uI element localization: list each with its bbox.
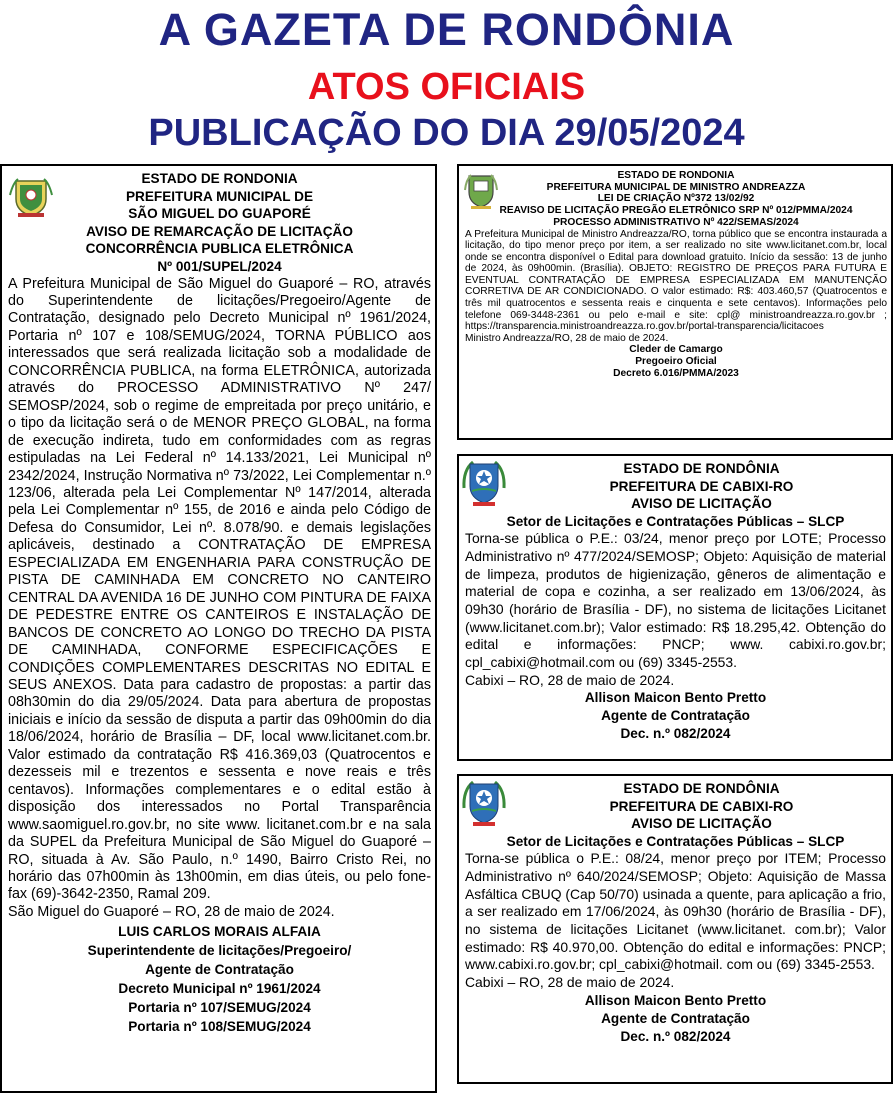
notice-place-date: Cabixi – RO, 28 de maio de 2024. [465, 671, 675, 688]
heading-line: PREFEITURA DE CABIXI-RO [609, 798, 794, 814]
heading-line: AVISO DE LICITAÇÃO [631, 496, 772, 512]
heading-line: ESTADO DE RONDÔNIA [623, 461, 780, 476]
heading-line: PREFEITURA DE CABIXI-RO [609, 478, 794, 494]
notice-body: Torna-se pública o P.E.: 08/24, menor preço por ITEM; Processo Administrativo nº 640/2024/SEMOSP; Objeto: Aquisição de Massa Asfáltica CBUQ (Cap 50/70) usinada a quente, para aplicação a frio, a ser realizado em 17/06/2024, às 09h30 (horário de Brasília - DF), no sistema de licitações Licitanet (www.licitanet. com.br); Valor estimado: R$ 40.970,00. Obtenção do edital e informações: PNCP; www.cabixi.ro.gov.br; cpl_cabixi@hotmail. com ou (69) 3345-2553. [465, 850, 886, 973]
notice-place-date: São Miguel do Guaporé – RO, 28 de maio de 2024. [8, 903, 335, 920]
heading-line: PREFEITURA MUNICIPAL DE [125, 188, 314, 204]
notice-signature [8, 922, 431, 1036]
heading-line: ESTADO DE RONDONIA [617, 170, 735, 181]
heading-line: Nº 001/SUPEL/2024 [157, 258, 282, 274]
notice-signature [465, 689, 886, 743]
heading-line: PREFEITURA MUNICIPAL DE MINISTRO ANDREAZZA [546, 181, 806, 193]
signature-line: Portaria nº 107/SEMUG/2024 [128, 1000, 311, 1016]
heading-line: AVISO DE LICITAÇÃO [631, 816, 772, 832]
notice-body: A Prefeitura Municipal de Ministro Andreazza/RO, torna público que se encontra instaurada a licitação, do tipo menor preço por item, a ser realizado no site www.licitanet.com.br, local onde se encontra disponível o Edital para download gratuito. Início da sessão: 13 de junho de 2024, às 09h00min. (Brasília). OBJETO: REGISTRO DE PREÇOS PARA FUTURA E EVENTUAL CONTRATAÇÃO DE EMPRESA ESPECIALIZADA EM MANUTENÇÃO CORRETIVA DE AR CONDICIONADO. O valor estimado: R$: 403.460,57 (Quatrocentos e três mil quatrocentos e sessenta reais e cinquenta e sete centavos). Informações pelo telefone 069-3448-2361 ou pelo e-mail e site: cpl@ ministroandreazza.ro.gov.br ; https://transparencia.ministroandreazza.ro.gov.br/portal-transparencia/licitacoes [465, 228, 887, 333]
heading-line: PROCESSO ADMINISTRATIVO Nº 422/SEMAS/2024 [553, 216, 799, 228]
heading-line: CONCORRÊNCIA PUBLICA ELETRÔNICA [85, 241, 354, 257]
notice-heading [465, 780, 886, 833]
notice-department: Setor de Licitações e Contratações Públicas – SLCP [506, 513, 845, 529]
notice-cabixi-2 [457, 774, 893, 1084]
notice-department: Setor de Licitações e Contratações Públicas – SLCP [506, 833, 845, 849]
cabixi-coat-of-arms-icon [461, 778, 507, 828]
signature-line: Dec. n.º 082/2024 [620, 1028, 731, 1044]
notice-place-date: Ministro Andreazza/RO, 28 de maio de 2024. [465, 332, 669, 344]
signature-line: Pregoeiro Oficial [635, 356, 717, 368]
notice-signature [465, 992, 886, 1046]
sao-miguel-coat-of-arms-icon [8, 175, 54, 219]
heading-line: ESTADO DE RONDÔNIA [623, 781, 780, 796]
signature-line: Allison Maicon Bento Pretto [584, 690, 767, 706]
notice-heading [8, 170, 431, 276]
signature-line: Cleder de Camargo [629, 344, 723, 356]
notice-sao-miguel [0, 164, 437, 1093]
signature-line: Portaria nº 108/SEMUG/2024 [128, 1019, 311, 1035]
cabixi-coat-of-arms-icon [461, 458, 507, 508]
signature-line: Agente de Contratação [601, 1010, 750, 1026]
section-title: ATOS OFICIAIS [307, 66, 586, 108]
heading-line: REAVISO DE LICITAÇÃO PREGÃO ELETRÔNICO SRP Nº 012/PMMA/2024 [499, 205, 853, 217]
newspaper-title: A GAZETA DE RONDÔNIA [158, 4, 735, 55]
signature-line: Decreto Municipal nº 1961/2024 [118, 981, 321, 997]
signature-line: Superintendente de licitações/Pregoeiro/ [87, 943, 352, 959]
notice-heading [465, 170, 887, 229]
notice-ministro-andreazza [457, 164, 893, 440]
notice-body: A Prefeitura Municipal de São Miguel do Guaporé – RO, através do Superintendente de licitações/Pregoeiro/Agente de Contratação, designado pelo Decreto Municipal nº 1961/2024, Portaria nº 107 e 108/SEMUG/2024, TORNA PÚBLICO aos interessados que será realizada licitação sob a modalidade de CONCORRÊNCIA PUBLICA, na forma ELETRÔNICA, autorizada através do PROCESSO ADMINISTRATIVO Nº 247/ SEMOSP/2024, sob o regime de empreitada por preço unitário, e o tipo da licitação será o de MENOR PREÇO GLOBAL, na forma de execução indireta, tudo em conformidades com as regras estipuladas na Lei Federal nº 14.133/2021, Lei Municipal nº 2342/2024, Instrução Normativa nº 73/2022, Lei Complementar n.º 123/06, alterada pela Lei Complementar Nº 147/2014, alterada pela Lei Complementar nº 155, de 2016 e ainda pelo Código de Defesa do Consumidor, Lei nº. 8.078/90. e demais legislações aplicáveis, destinado a CONTRATAÇÃO DE EMPRESA ESPECIALIZADA EM ENGENHARIA PARA CONSTRUÇÃO DE PISTA DE CAMINHADA EM CONCRETO NO CANTEIRO CENTRAL DA AVENIDA 16 DE JUNHO COM PINTURA DE FAIXA DE PEDESTRE ENTRE OS CANTEIROS E INSTALAÇÃO DE BANCOS DE CONCRETO AO LONGO DO TRECHO DA PISTA DE CAMINHADA, CONFORME ESPECIFICAÇÕES E CONDIÇÕES COMPLEMENTARES DESCRITAS NO EDITAL E SEUS ANEXOS. Data para cadastro de propostas: a partir das 08h30min do dia 29/05/2024. Data para abertura de propostas iniciais e início da sessão de disputa a partir das 09h00min do dia 18/06/2024, horário de Brasília – DF, local www.licitanet.com.br. Valor estimado da contratação R$ 416.369,03 (Quatrocentos e dezesseis mil e trezentos e sessenta e nove reais e três centavos). Informações complementares e o edital estão à disposição dos interessados no Portal Transparência www.saomiguel.ro.gov.br, no site www. licitanet.com.br e na sala da SUPEL da Prefeitura Municipal de São Miguel do Guaporé – RO, situada à Av. São Paulo, n.º 1490, Bairro Cristo Rei, no horário das 07h00min às 13h00min, em dias úteis, ou pelo fone-fax (69)-3642-2350, Ramal 209. [8, 275, 431, 903]
ministro-andreazza-coat-of-arms-icon [463, 172, 499, 210]
notice-heading [465, 460, 886, 513]
heading-line: AVISO DE REMARCAÇÃO DE LICITAÇÃO [86, 223, 353, 239]
notice-cabixi-1 [457, 454, 893, 761]
signature-line: Agente de Contratação [145, 962, 294, 978]
notice-place-date: Cabixi – RO, 28 de maio de 2024. [465, 973, 675, 990]
heading-line: SÃO MIGUEL DO GUAPORÉ [128, 206, 311, 222]
signature-line: Allison Maicon Bento Pretto [584, 992, 767, 1008]
signature-line: LUIS CARLOS MORAIS ALFAIA [118, 924, 321, 940]
signature-line: Dec. n.º 082/2024 [620, 726, 731, 742]
heading-line: ESTADO DE RONDONIA [141, 171, 298, 186]
heading-line: LEI DE CRIAÇÃO Nº372 13/02/92 [597, 193, 755, 205]
notice-body: Torna-se pública o P.E.: 03/24, menor preço por LOTE; Processo Administrativo nº 477/2024/SEMOSP; Objeto: Aquisição de material de limpeza, produtos de higienização, gêneros de alimentação e material de copa e cozinha, a ser realizado em 13/06/2024, às 09h30 (horário de Brasília - DF), no sistema de licitações Licitanet (www.licitanet.com.br); Valor estimado: R$ 18.295,42. Obtenção do edital e informações: PNCP; www. cabixi.ro.gov.br; cpl_cabixi@hotmail.com ou (69) 3345-2553. [465, 530, 886, 670]
publication-date: PUBLICAÇÃO DO DIA 29/05/2024 [148, 112, 745, 154]
notice-signature [465, 344, 887, 379]
signature-line: Agente de Contratação [601, 708, 750, 724]
signature-line: Decreto 6.016/PMMA/2023 [613, 367, 739, 379]
